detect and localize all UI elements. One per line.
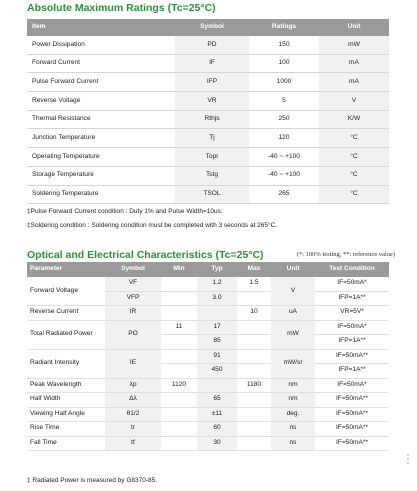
- condition-cell: IF=50mA*: [315, 320, 389, 335]
- table-row: [27, 92, 389, 111]
- typ-cell: 85: [197, 335, 237, 350]
- header-ratings: Ratings: [249, 19, 319, 36]
- min-cell: [161, 436, 197, 451]
- symbol-cell: IE: [105, 349, 161, 378]
- unit-cell: mA: [319, 73, 389, 92]
- param-cell: Fall Time: [27, 436, 105, 451]
- max-cell: 1180: [237, 378, 271, 393]
- symbol-cell: VFP: [105, 291, 161, 306]
- unit-cell: °C: [319, 185, 389, 204]
- header-item: Item: [27, 19, 175, 36]
- rating-cell: -40 ~ +100: [249, 166, 319, 185]
- unit-cell: mW/sr: [271, 349, 315, 378]
- condition-cell: IF=50mA*: [315, 378, 389, 393]
- testing-note: (*: 100% testing, **: reference value): [296, 251, 395, 258]
- rating-cell: 100: [249, 54, 319, 73]
- header-parameter: Parameter: [27, 262, 105, 277]
- table-row: [27, 436, 389, 451]
- typ-cell: ±11: [197, 407, 237, 422]
- absolute-max-ratings-title: Absolute Maximum Ratings (Tc=25°C): [27, 2, 216, 14]
- min-cell: [161, 364, 197, 379]
- condition-cell: VR=5V*: [315, 306, 389, 321]
- table-row: [27, 320, 389, 335]
- param-cell: Peak Wavelength: [27, 378, 105, 393]
- min-cell: [161, 306, 197, 321]
- max-cell: [237, 364, 271, 379]
- unit-cell: K/W: [319, 110, 389, 129]
- unit-cell: ns: [271, 422, 315, 437]
- symbol-cell: θ1/2: [105, 407, 161, 422]
- header-symbol: Symbol: [175, 19, 249, 36]
- table-row: [27, 185, 389, 204]
- rating-cell: 265: [249, 185, 319, 204]
- symbol-cell: VF: [105, 277, 161, 291]
- header-test-condition: Test Condition: [315, 262, 389, 277]
- margin-dots-decoration: [404, 452, 412, 476]
- symbol-cell: Tstg: [175, 166, 249, 185]
- unit-cell: °C: [319, 166, 389, 185]
- item-cell: Operating Temperature: [27, 148, 175, 167]
- condition-cell: IFP=1A**: [315, 364, 389, 379]
- max-cell: [237, 436, 271, 451]
- item-cell: Pulse Forward Current: [27, 73, 175, 92]
- typ-cell: [197, 378, 237, 393]
- param-cell: Total Radiated Power: [27, 320, 105, 349]
- condition-cell: IF=50mA**: [315, 422, 389, 437]
- header-symbol: Symbol: [105, 262, 161, 277]
- unit-cell: V: [319, 92, 389, 111]
- symbol-cell: IF: [175, 54, 249, 73]
- param-cell: Reverse Current: [27, 306, 105, 321]
- condition-cell: IF=50mA**: [315, 349, 389, 364]
- typ-cell: 65: [197, 393, 237, 408]
- rating-cell: 250: [249, 110, 319, 129]
- unit-cell: °C: [319, 148, 389, 167]
- optical-electrical-title: Optical and Electrical Characteristics (Tc=25°C): [27, 249, 264, 261]
- max-cell: 1.5: [237, 277, 271, 291]
- unit-cell: ns: [271, 436, 315, 451]
- max-cell: [237, 393, 271, 408]
- item-cell: Storage Temperature: [27, 166, 175, 185]
- typ-cell: 3.0: [197, 291, 237, 306]
- min-cell: 1120: [161, 378, 197, 393]
- table-row: [27, 393, 389, 408]
- table-row: [27, 306, 389, 321]
- symbol-cell: tr: [105, 422, 161, 437]
- table-row: [27, 277, 389, 291]
- typ-cell: 1.2: [197, 277, 237, 291]
- typ-cell: [197, 306, 237, 321]
- condition-cell: IF=50mA**: [315, 436, 389, 451]
- param-cell: Rise Time: [27, 422, 105, 437]
- unit-cell: mW: [271, 320, 315, 349]
- min-cell: [161, 422, 197, 437]
- pulse-current-footnote: ‡Pulse Forward Current condition : Duty 1% and Pulse Width=10us.: [27, 208, 223, 215]
- absolute-max-ratings-table: [27, 19, 389, 204]
- item-cell: Reverse Voltage: [27, 92, 175, 111]
- item-cell: Soldering Temperature: [27, 185, 175, 204]
- typ-cell: 17: [197, 320, 237, 335]
- symbol-cell: TSOL: [175, 185, 249, 204]
- min-cell: [161, 335, 197, 350]
- param-cell: Radiant Intensity: [27, 349, 105, 378]
- soldering-footnote: ‡Soldering condition : Soldering condition must be completed with 3 seconds at 265°C.: [27, 222, 278, 229]
- param-cell: Half Width: [27, 393, 105, 408]
- typ-cell: 450: [197, 364, 237, 379]
- unit-cell: uA: [271, 306, 315, 321]
- rating-cell: 120: [249, 129, 319, 148]
- symbol-cell: Tj: [175, 129, 249, 148]
- min-cell: 11: [161, 320, 197, 335]
- rating-cell: -40 ~ +100: [249, 148, 319, 167]
- table-row: [27, 36, 389, 54]
- unit-cell: deg.: [271, 407, 315, 422]
- condition-cell: IF=50mA**: [315, 393, 389, 408]
- typ-cell: 30: [197, 436, 237, 451]
- min-cell: [161, 349, 197, 364]
- symbol-cell: PO: [105, 320, 161, 349]
- condition-cell: IFP=1A**: [315, 335, 389, 350]
- item-cell: Junction Temperature: [27, 129, 175, 148]
- symbol-cell: PD: [175, 36, 249, 54]
- condition-cell: IF=50mA*: [315, 277, 389, 291]
- symbol-cell: Topr: [175, 148, 249, 167]
- min-cell: [161, 393, 197, 408]
- table-row: [27, 166, 389, 185]
- table-row: [27, 378, 389, 393]
- max-cell: [237, 422, 271, 437]
- unit-cell: °C: [319, 129, 389, 148]
- symbol-cell: Δλ: [105, 393, 161, 408]
- min-cell: [161, 407, 197, 422]
- max-cell: [237, 291, 271, 306]
- max-cell: 10: [237, 306, 271, 321]
- item-cell: Thermal Resistance: [27, 110, 175, 129]
- table-row: [27, 148, 389, 167]
- table-row: [27, 73, 389, 92]
- typ-cell: 60: [197, 422, 237, 437]
- symbol-cell: tf: [105, 436, 161, 451]
- max-cell: [237, 407, 271, 422]
- radiated-power-footnote: ‡ Radiated Power is measured by G8370-85.: [27, 477, 158, 484]
- symbol-cell: IR: [105, 306, 161, 321]
- header-typ: Typ: [197, 262, 237, 277]
- header-unit: Unit: [319, 19, 389, 36]
- max-cell: [237, 349, 271, 364]
- unit-cell: V: [271, 277, 315, 306]
- table-row: [27, 407, 389, 422]
- item-cell: Power Dissipation: [27, 36, 175, 54]
- table-header-row: [27, 262, 389, 277]
- optical-electrical-table: [27, 262, 389, 451]
- table-row: [27, 110, 389, 129]
- symbol-cell: Rthjs: [175, 110, 249, 129]
- table-row: [27, 349, 389, 364]
- header-min: Min: [161, 262, 197, 277]
- min-cell: [161, 291, 197, 306]
- unit-cell: nm: [271, 378, 315, 393]
- item-cell: Forward Current: [27, 54, 175, 73]
- symbol-cell: IFP: [175, 73, 249, 92]
- unit-cell: mA: [319, 54, 389, 73]
- table-header-row: [27, 19, 389, 36]
- typ-cell: 91: [197, 349, 237, 364]
- max-cell: [237, 320, 271, 335]
- max-cell: [237, 335, 271, 350]
- symbol-cell: VR: [175, 92, 249, 111]
- param-cell: Viewing Half Angle: [27, 407, 105, 422]
- param-cell: Forward Voltage: [27, 277, 105, 306]
- table-row: [27, 129, 389, 148]
- symbol-cell: λp: [105, 378, 161, 393]
- header-unit: Unit: [271, 262, 315, 277]
- unit-cell: nm: [271, 393, 315, 408]
- rating-cell: 5: [249, 92, 319, 111]
- min-cell: [161, 277, 197, 291]
- rating-cell: 1000: [249, 73, 319, 92]
- unit-cell: mW: [319, 36, 389, 54]
- header-max: Max: [237, 262, 271, 277]
- rating-cell: 150: [249, 36, 319, 54]
- table-row: [27, 422, 389, 437]
- condition-cell: IFP=1A**: [315, 291, 389, 306]
- table-row: [27, 54, 389, 73]
- condition-cell: IF=50mA**: [315, 407, 389, 422]
